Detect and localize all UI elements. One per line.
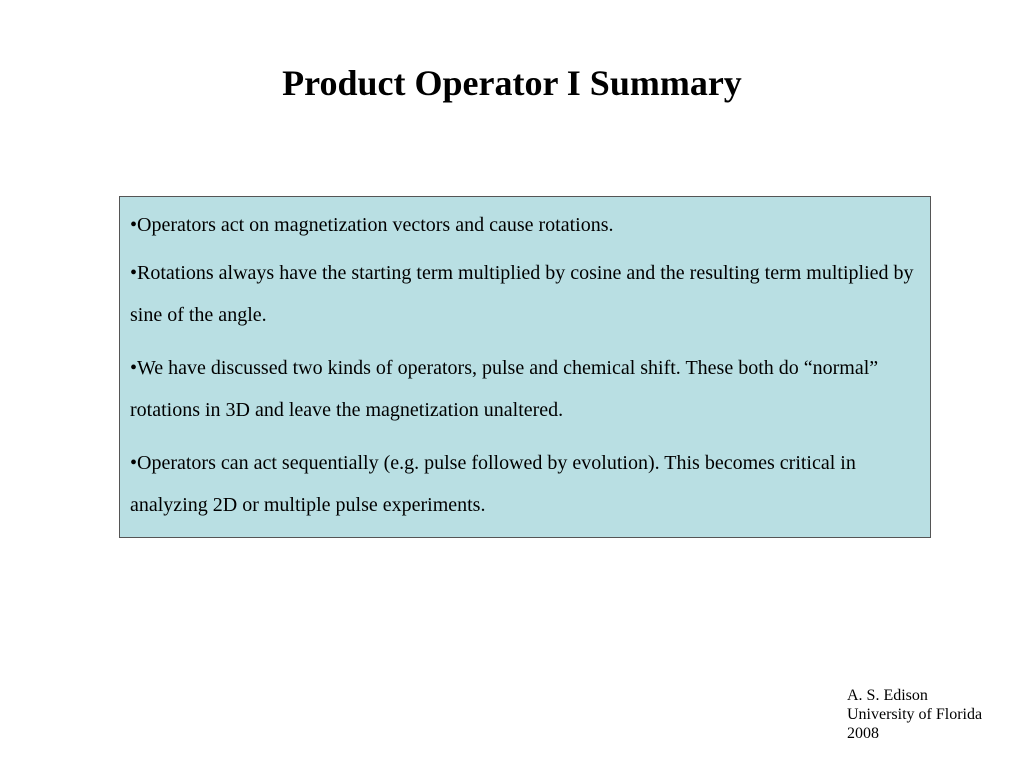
footer-institution: University of Florida: [847, 706, 983, 723]
footer-credit: [847, 686, 982, 743]
slide-title: Product Operator I Summary: [282, 63, 742, 103]
bullet-item: •Operators can act sequentially (e.g. pulse followed by evolution). This becomes critical in analyzing 2D or multiple pulse experiments.: [130, 452, 856, 516]
footer-author: A. S. Edison: [847, 687, 928, 704]
footer-year: 2008: [847, 725, 879, 742]
bullet-item: •Rotations always have the starting term multiplied by cosine and the resulting term multiplied by sine of the angle.: [130, 262, 914, 326]
bullet-item: •Operators act on magnetization vectors and cause rotations.: [130, 214, 614, 236]
bullet-item: •We have discussed two kinds of operators, pulse and chemical shift. These both do “normal” rotations in 3D and leave the magnetization unaltered.: [130, 357, 879, 421]
summary-box: [119, 196, 931, 538]
